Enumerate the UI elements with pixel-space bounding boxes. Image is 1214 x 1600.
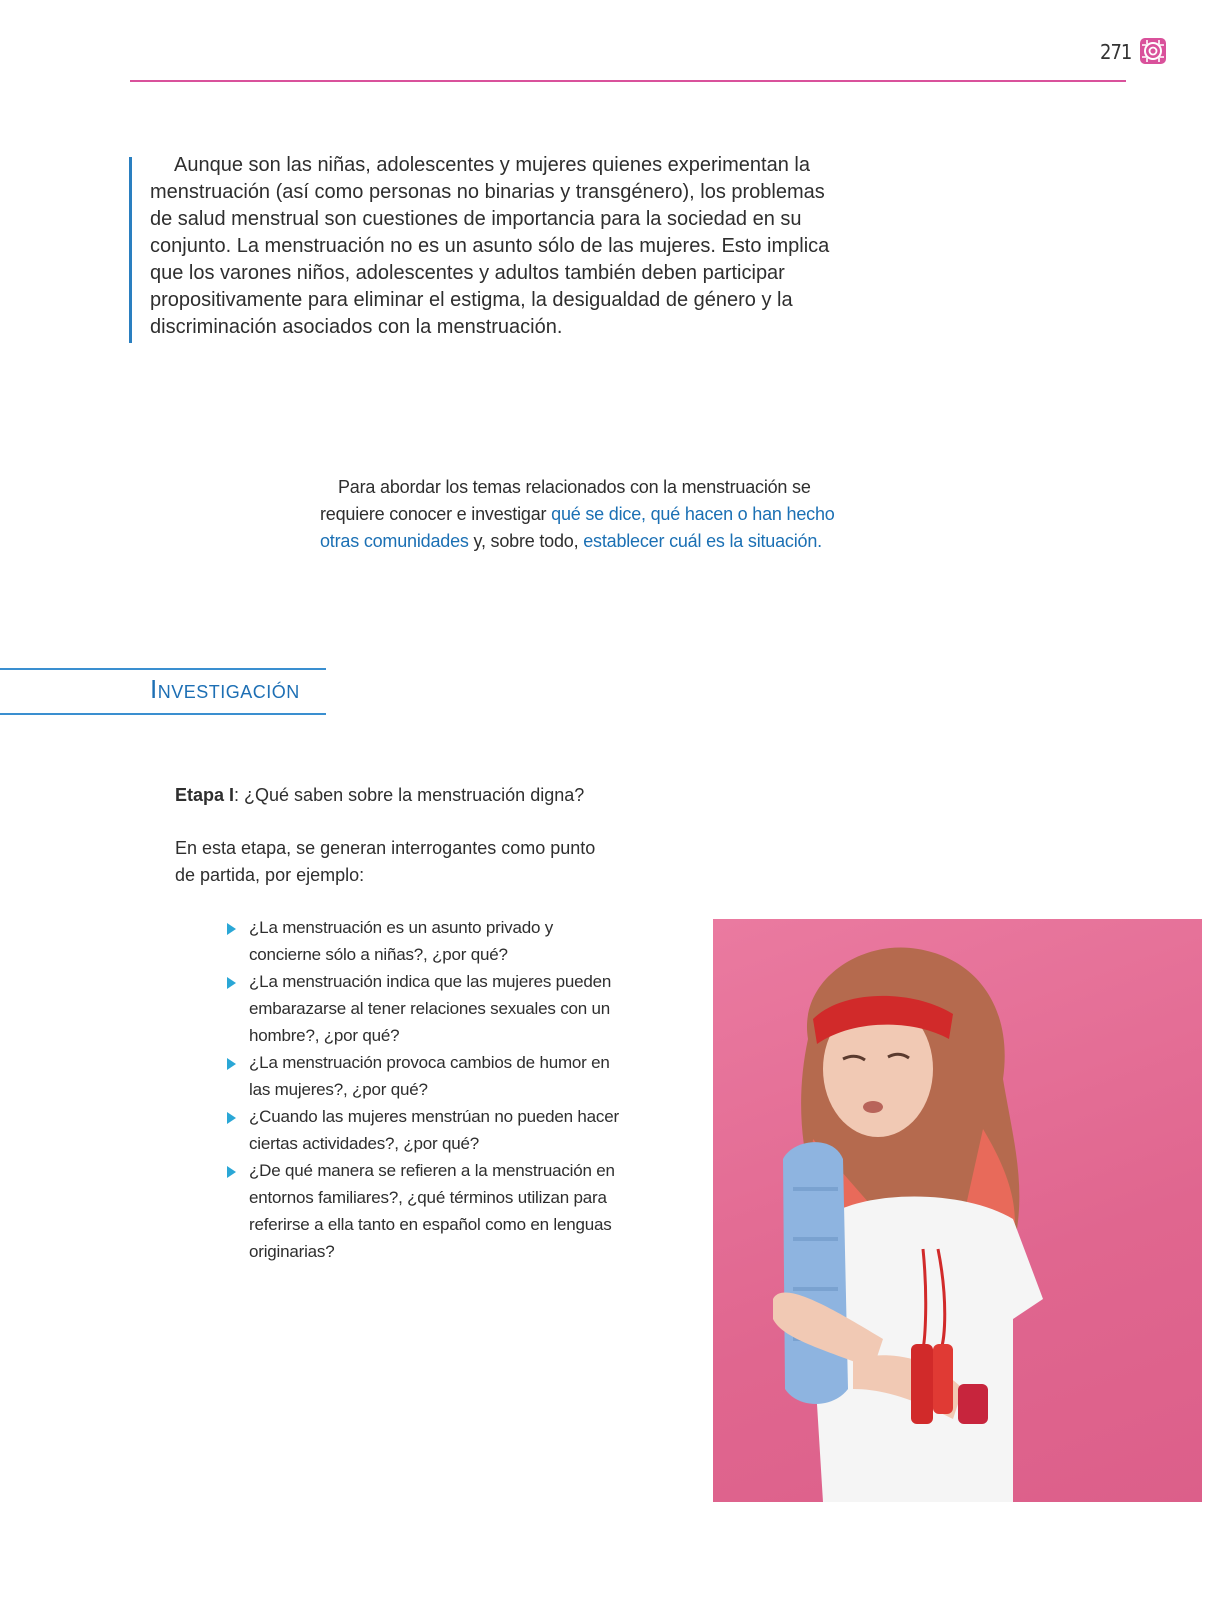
highlight-situation: establecer cuál es la situación.	[583, 531, 822, 551]
red-rope-handle	[911, 1344, 933, 1424]
question-text: ¿La menstruación es un asunto privado y concierne sólo a niñas?, ¿por qué?	[249, 918, 554, 964]
intro-paragraph: Aunque son las niñas, adolescentes y mujeres quienes experimentan la menstruación (así como personas no binarias y transgénero), los problemas de salud menstrual son cuestiones de importancia para la sociedad en su conjunto. La menstruación no es un asunto sólo de las mujeres. Esto implica que los varones niños, adolescentes y adultos también deben participar propositivamente para eliminar el estigma, la desigualdad de género y la discriminación asociados con la menstruación.	[150, 154, 830, 338]
section-top-rule	[0, 668, 326, 670]
lead-paragraph	[320, 474, 860, 555]
stage-heading	[175, 782, 584, 808]
list-item	[225, 1103, 625, 1157]
stage-intro: En esta etapa, se generan interrogantes como punto de partida, por ejemplo:	[175, 838, 596, 885]
question-text: ¿La menstruación indica que las mujeres pueden embarazarse al tener relaciones sexuales con un hombre?, ¿por qué?	[249, 972, 612, 1045]
section-bottom-rule	[0, 713, 326, 715]
list-item	[225, 1049, 625, 1103]
stage-question: : ¿Qué saben sobre la menstruación digna?	[234, 785, 585, 805]
header-rule	[130, 80, 1126, 82]
triangle-bullet-icon	[227, 1112, 236, 1124]
triangle-bullet-icon	[227, 1166, 236, 1178]
list-item	[225, 914, 625, 968]
triangle-bullet-icon	[227, 977, 236, 989]
section-title: Investigación	[150, 674, 300, 704]
question-text: ¿La menstruación provoca cambios de humor en las mujeres?, ¿por qué?	[249, 1053, 610, 1099]
quote-bar	[129, 157, 132, 343]
question-text: ¿Cuando las mujeres menstrúan no pueden hacer ciertas actividades?, ¿por qué?	[249, 1107, 619, 1153]
question-text: ¿De qué manera se refieren a la menstruación en entornos familiares?, ¿qué términos utilizan para referirse a ella tanto en español como en lenguas originarias?	[249, 1161, 615, 1261]
red-wristband	[958, 1384, 988, 1424]
decorative-emblem-icon	[1138, 36, 1168, 66]
stage-label: Etapa I	[175, 785, 235, 805]
question-list	[225, 914, 625, 1265]
girl-illustration	[713, 919, 1202, 1502]
photo-girl-menstrual-pain	[713, 919, 1202, 1502]
triangle-bullet-icon	[227, 923, 236, 935]
lead-text-2: y, sobre todo,	[468, 531, 584, 551]
highlight-communities: qué se dice, qué hacen o han hecho otras comunidades	[320, 504, 835, 551]
red-rope-handle	[933, 1344, 953, 1414]
list-item	[225, 968, 625, 1049]
triangle-bullet-icon	[227, 1058, 236, 1070]
blue-towel	[783, 1142, 848, 1404]
page-number: 271	[1100, 40, 1132, 64]
list-item	[225, 1157, 625, 1265]
lead-text-1: Para abordar los temas relacionados con la menstruación se requiere conocer e investigar	[320, 477, 811, 524]
